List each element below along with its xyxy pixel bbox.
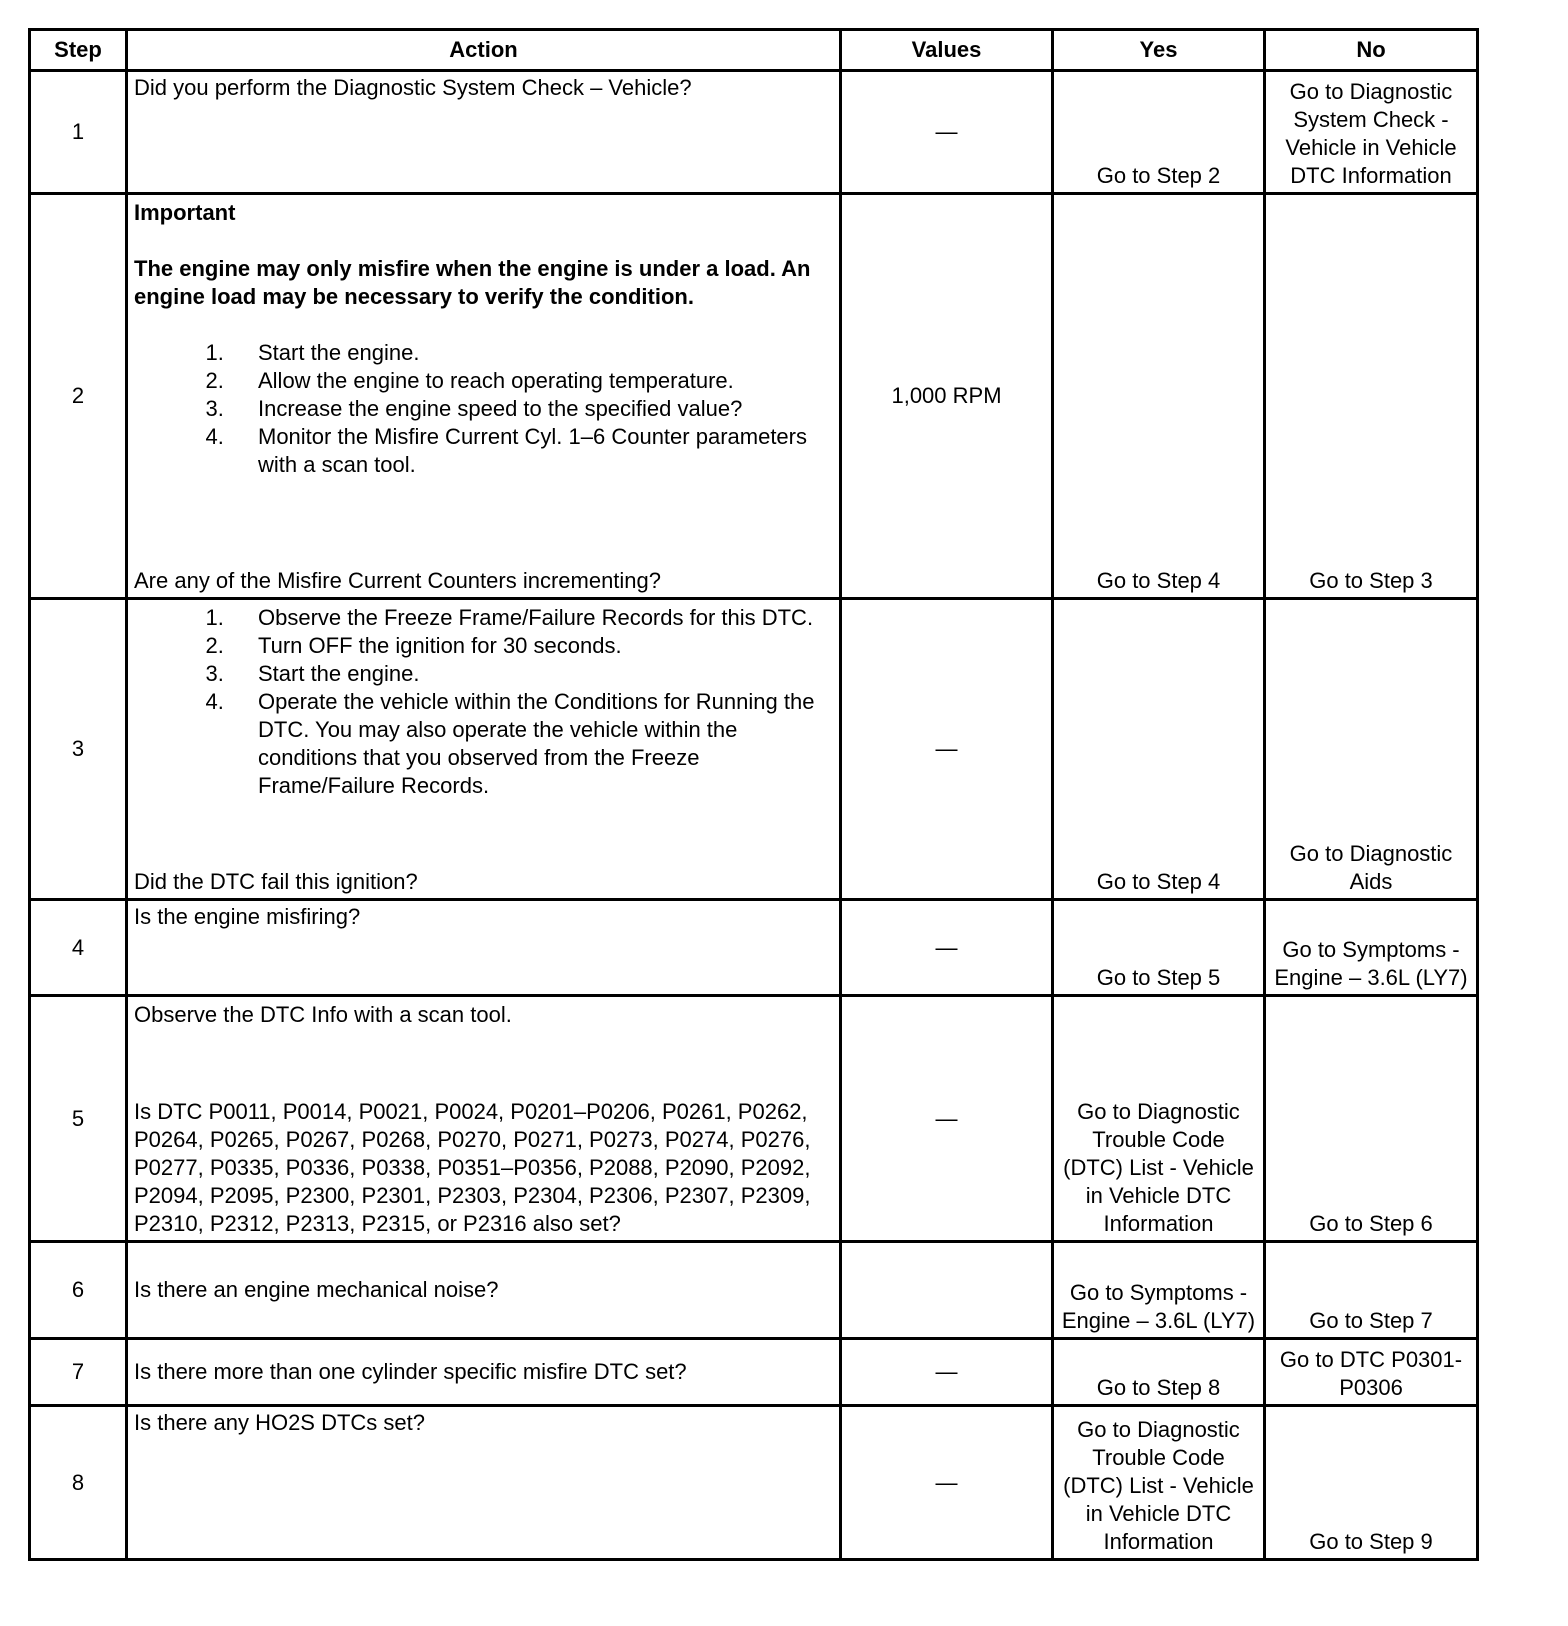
table-row (30, 900, 1478, 996)
header-row (30, 30, 1478, 71)
no-result: Go to DTC P0301-P0306 (1265, 1339, 1478, 1406)
no-result: Go to Step 6 (1265, 996, 1478, 1242)
table-row (30, 194, 1478, 599)
no-result: Go to Step 7 (1265, 1242, 1478, 1339)
list-item: 3. Increase the engine speed to the specified value? (230, 395, 833, 423)
action-question: Are any of the Misfire Current Counters incrementing? (134, 568, 662, 593)
header-step: Step (30, 30, 127, 71)
list-item: 4. Operate the vehicle within the Conditions for Running the DTC. You may also operate the vehicle within the conditions that you observed from the Freeze Frame/Failure Records. (230, 688, 833, 800)
action-question: Is there any HO2S DTCs set? (127, 1406, 841, 1560)
value: — (841, 900, 1053, 996)
action-question: Did the DTC fail this ignition? (134, 869, 418, 894)
table-row (30, 996, 1478, 1242)
procedure-list (134, 339, 833, 479)
step-number: 4 (30, 900, 127, 996)
yes-result: Go to Diagnostic Trouble Code (DTC) List - Vehicle in Vehicle DTC Information (1053, 996, 1265, 1242)
value: — (841, 1406, 1053, 1560)
list-item: 3. Start the engine. (230, 660, 833, 688)
table-row (30, 71, 1478, 194)
table-row (30, 1339, 1478, 1406)
value: — (841, 599, 1053, 900)
action-question: Is the engine misfiring? (127, 900, 841, 996)
no-result: Go to Diagnostic Aids (1265, 599, 1478, 900)
table-row (30, 1406, 1478, 1560)
important-note: The engine may only misfire when the engine is under a load. An engine load may be necessary to verify the condition. (134, 256, 811, 309)
yes-result: Go to Step 4 (1053, 599, 1265, 900)
list-item: 1. Observe the Freeze Frame/Failure Records for this DTC. (230, 604, 833, 632)
no-result: Go to Step 9 (1265, 1406, 1478, 1560)
action-question: Did you perform the Diagnostic System Check – Vehicle? (127, 71, 841, 194)
action-question: Is there more than one cylinder specific misfire DTC set? (127, 1339, 841, 1406)
no-result: Go to Diagnostic System Check - Vehicle in Vehicle DTC Information (1265, 71, 1478, 194)
step-number: 5 (30, 996, 127, 1242)
list-item: 1. Start the engine. (230, 339, 833, 367)
yes-result: Go to Step 5 (1053, 900, 1265, 996)
yes-result: Go to Step 8 (1053, 1339, 1265, 1406)
diagnostic-table (28, 28, 1479, 1561)
header-values: Values (841, 30, 1053, 71)
action-question: Is DTC P0011, P0014, P0021, P0024, P0201–P0206, P0261, P0262, P0264, P0265, P0267, P0268, P0270, P0271, P0273, P0274, P0276, P0277, P0335, P0336, P0338, P0351–P0356, P2088, P2090, P2092, P2094, P2095, P2300, P2301, P2303, P2304, P2306, P2307, P2309, P2310, P2312, P2313, P2315, or P2316 also set? (134, 1099, 811, 1236)
value (841, 1242, 1053, 1339)
table-row (30, 1242, 1478, 1339)
list-item: 4. Monitor the Misfire Current Cyl. 1–6 Counter parameters with a scan tool. (230, 423, 833, 479)
yes-result: Go to Symptoms - Engine – 3.6L (LY7) (1053, 1242, 1265, 1339)
list-item: 2. Allow the engine to reach operating temperature. (230, 367, 833, 395)
value: — (841, 996, 1053, 1242)
procedure-list (134, 604, 833, 800)
value: — (841, 1339, 1053, 1406)
step-number: 8 (30, 1406, 127, 1560)
header-yes: Yes (1053, 30, 1265, 71)
value: — (841, 71, 1053, 194)
step-number: 7 (30, 1339, 127, 1406)
action-intro: Observe the DTC Info with a scan tool. (134, 1002, 512, 1027)
action-question: Is there an engine mechanical noise? (127, 1242, 841, 1339)
no-result: Go to Step 3 (1265, 194, 1478, 599)
yes-result: Go to Step 4 (1053, 194, 1265, 599)
yes-result: Go to Diagnostic Trouble Code (DTC) List - Vehicle in Vehicle DTC Information (1053, 1406, 1265, 1560)
value: 1,000 RPM (841, 194, 1053, 599)
step-number: 6 (30, 1242, 127, 1339)
table-row (30, 599, 1478, 900)
important-label: Important (134, 200, 236, 225)
header-action: Action (127, 30, 841, 71)
no-result: Go to Symptoms - Engine – 3.6L (LY7) (1265, 900, 1478, 996)
step-number: 1 (30, 71, 127, 194)
yes-result: Go to Step 2 (1053, 71, 1265, 194)
step-number: 3 (30, 599, 127, 900)
list-item: 2. Turn OFF the ignition for 30 seconds. (230, 632, 833, 660)
header-no: No (1265, 30, 1478, 71)
step-number: 2 (30, 194, 127, 599)
